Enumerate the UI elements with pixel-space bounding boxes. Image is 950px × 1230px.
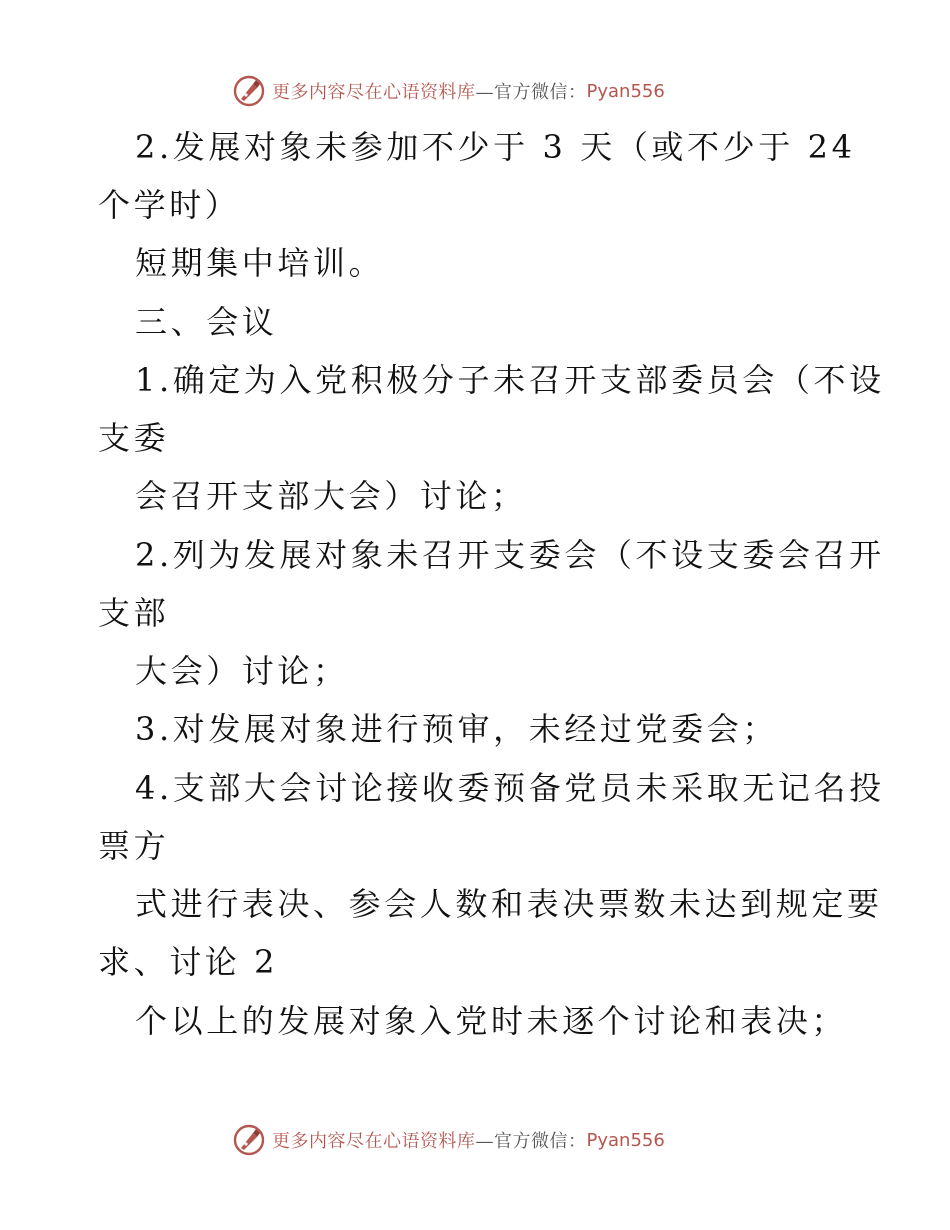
watermark-contact-text: —官方微信： <box>475 1131 587 1152</box>
watermark-site-text: 更多内容尽在心语资料库 <box>272 82 476 103</box>
paragraph-line: 短期集中培训。 <box>135 244 385 282</box>
paragraph-line: 票方 <box>98 827 170 865</box>
section-heading: 三、会议 <box>135 303 278 341</box>
paragraph-line: 求、讨论 2 <box>98 943 279 981</box>
watermark-contact-text: —官方微信： <box>475 82 587 103</box>
watermark-wechat-id: Pyan556 <box>586 1129 665 1151</box>
paragraph-line: 大会）讨论； <box>135 652 349 690</box>
paragraph-line: 支部 <box>98 594 170 632</box>
footer-watermark <box>232 1120 665 1160</box>
paragraph-line: 支委 <box>98 419 170 457</box>
paragraph-line: 个学时） <box>98 186 241 224</box>
paragraph-line: 3.对发展对象进行预审，未经过党委会； <box>135 710 778 748</box>
fountain-pen-logo-icon <box>232 1123 266 1157</box>
paragraph-line: 会召开支部大会）讨论； <box>135 477 527 515</box>
paragraph-line: 2.列为发展对象未召开支委会（不设支委会召开 <box>135 536 885 574</box>
paragraph-line: 式进行表决、参会人数和表决票数未达到规定要 <box>135 885 883 923</box>
paragraph-line: 个以上的发展对象入党时未逐个讨论和表决； <box>135 1002 848 1040</box>
paragraph-line: 2.发展对象未参加不少于 3 天（或不少于 24 <box>135 128 856 166</box>
paragraph-line: 4.支部大会讨论接收委预备党员未采取无记名投 <box>135 769 885 807</box>
watermark-wechat-id: Pyan556 <box>586 80 665 102</box>
watermark-site-text: 更多内容尽在心语资料库 <box>272 1131 476 1152</box>
paragraph-line: 1.确定为入党积极分子未召开支部委员会（不设 <box>135 361 885 399</box>
